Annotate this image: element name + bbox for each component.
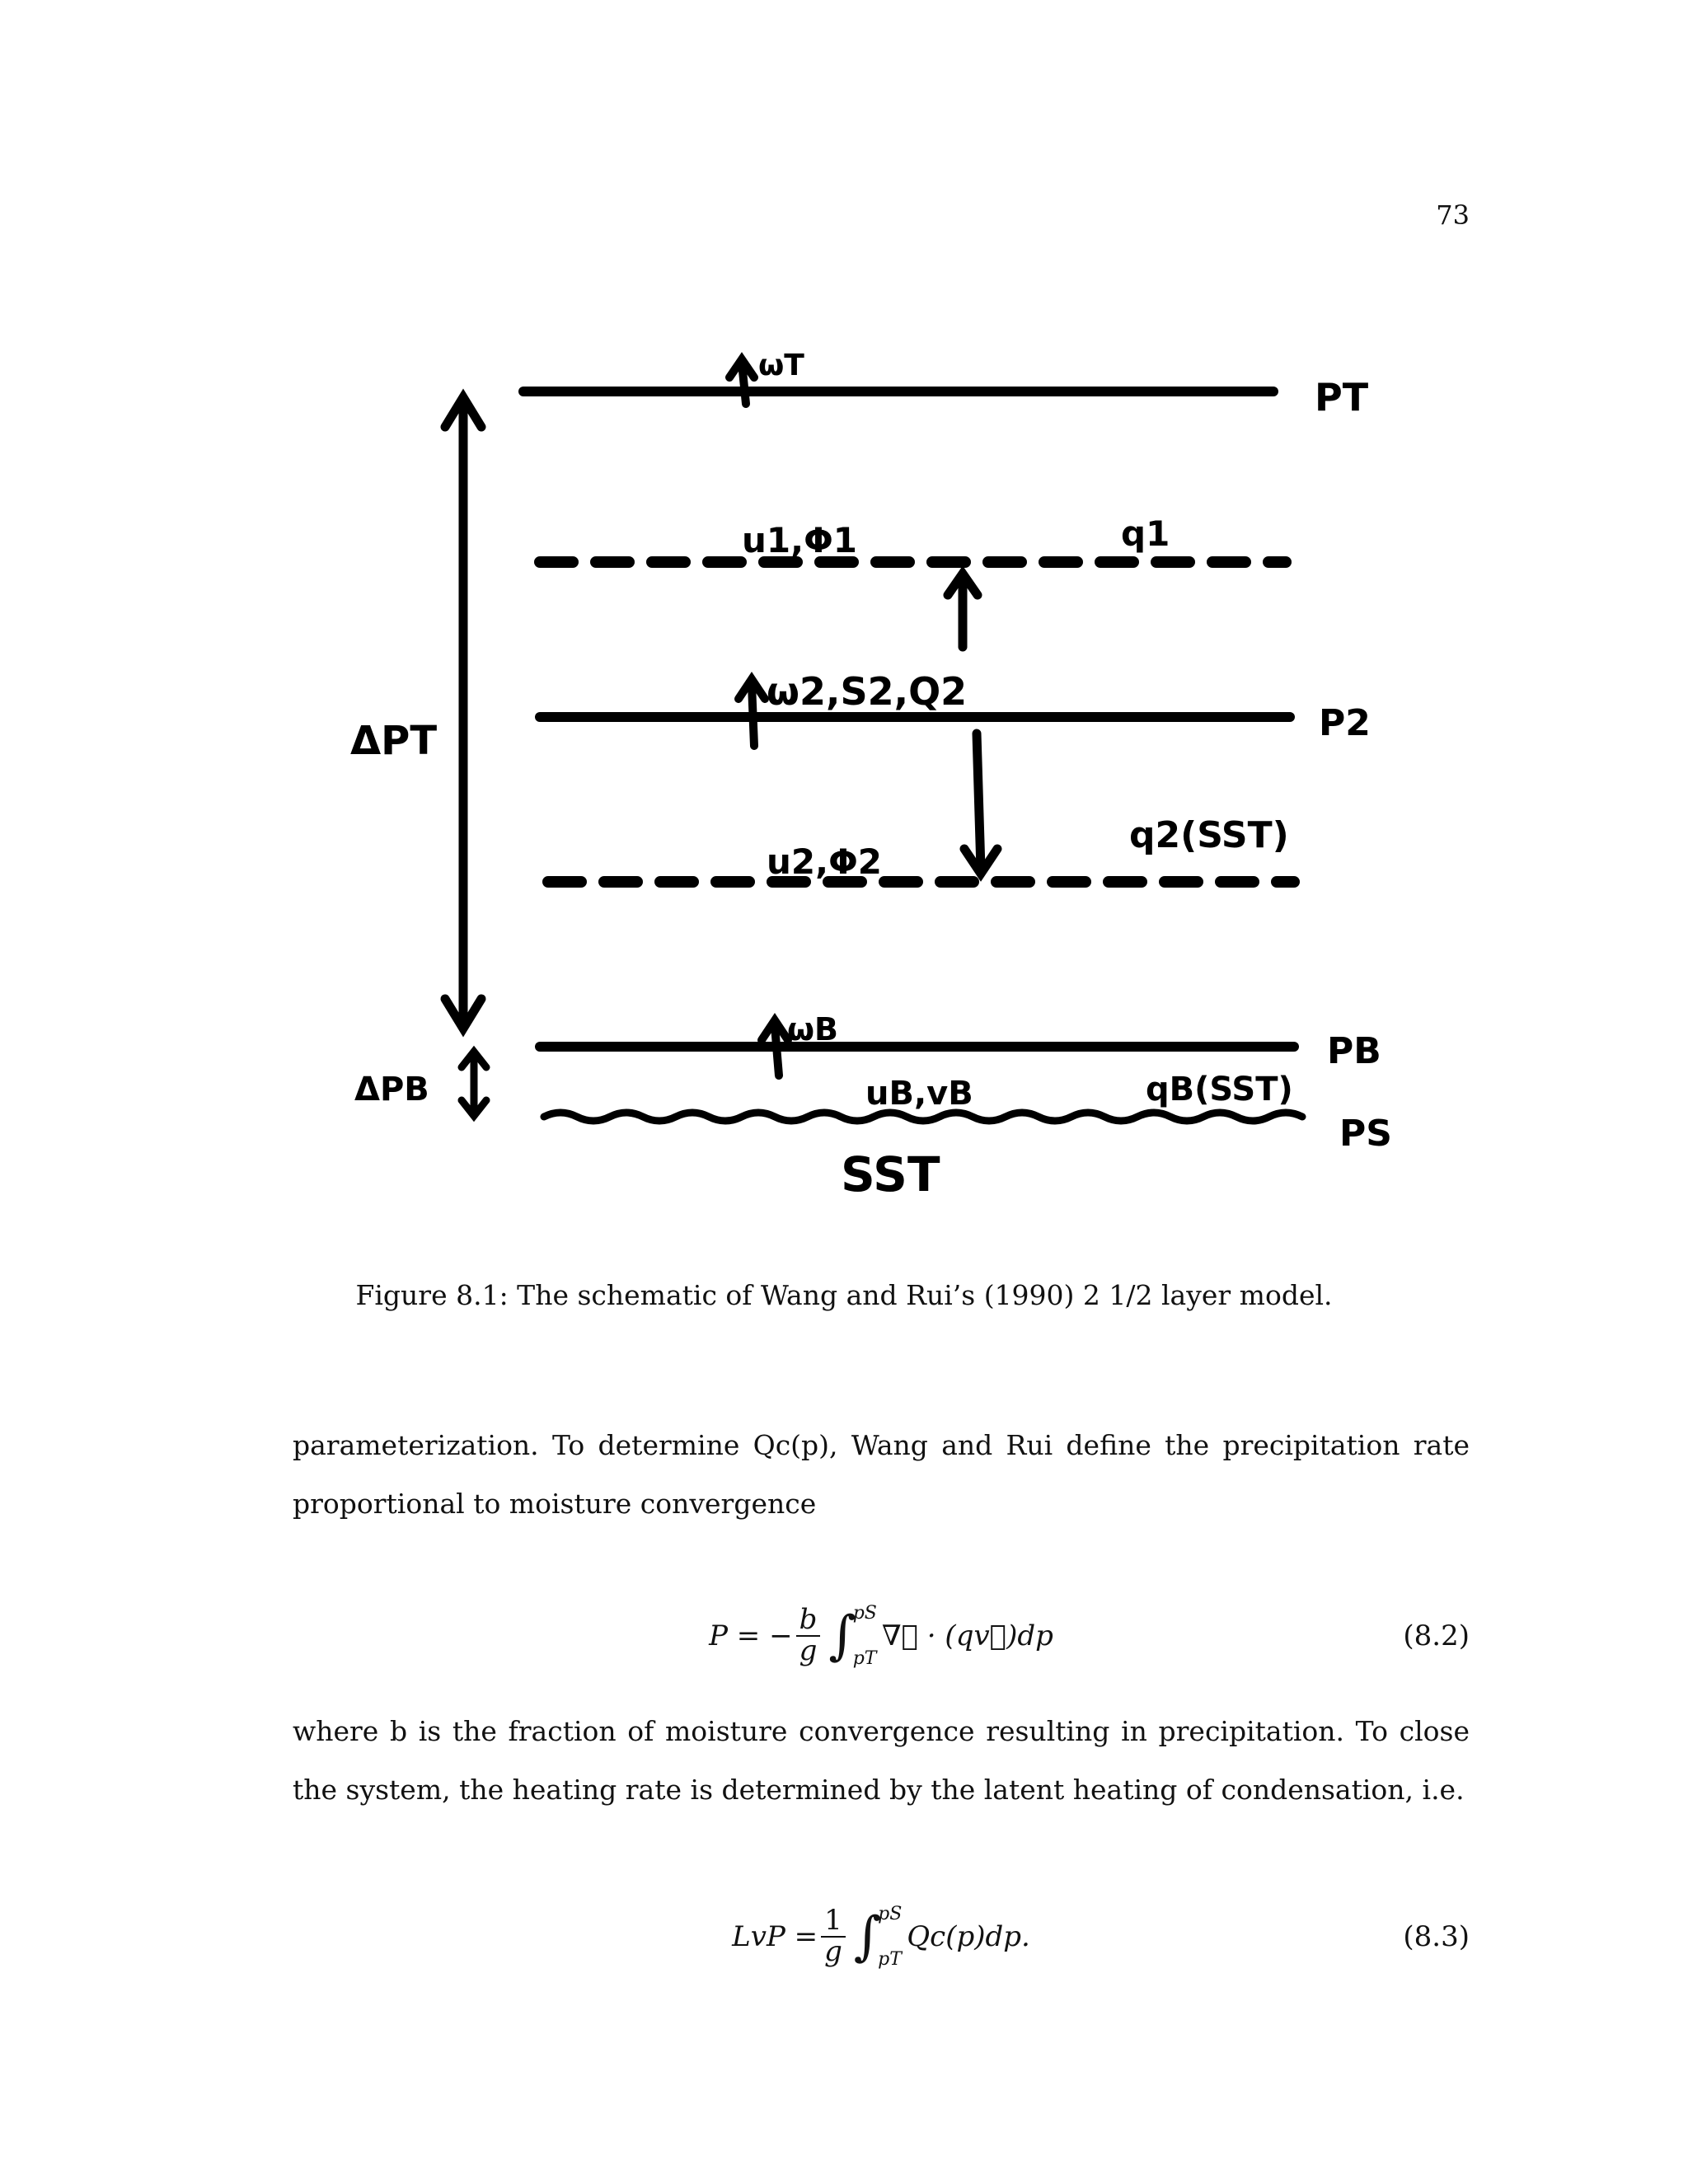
label-q2-sst: q2(SST) bbox=[1129, 814, 1289, 856]
label-sst: SST bbox=[841, 1146, 940, 1202]
label-omega-t: ωT bbox=[758, 349, 804, 382]
label-pt: PT bbox=[1315, 375, 1369, 419]
eq2-integral bbox=[854, 1904, 903, 1970]
label-omega2-s2-q2: ω2,S2,Q2 bbox=[767, 669, 968, 714]
label-delta-pt: ΔPT bbox=[350, 718, 438, 764]
omega-2-arrow bbox=[752, 684, 754, 746]
eq1-number: (8.2) bbox=[1403, 1619, 1470, 1652]
label-q1: q1 bbox=[1121, 513, 1170, 554]
eq1-integrand: ∇⃗ · (qv⃗)dp bbox=[881, 1619, 1053, 1652]
eq2-frac-den: g bbox=[824, 1935, 842, 1968]
eq1-lower-limit: pT bbox=[852, 1648, 877, 1669]
label-delta-pb: ΔPB bbox=[354, 1071, 429, 1108]
surface-wavy-line bbox=[544, 1113, 1302, 1121]
eq2-fraction bbox=[821, 1906, 846, 1966]
eq2-lhs: LvP = bbox=[732, 1920, 818, 1953]
label-ps: PS bbox=[1339, 1113, 1392, 1155]
label-u2-phi2: u2,Φ2 bbox=[767, 841, 883, 882]
eq1-integral bbox=[828, 1603, 877, 1669]
paragraph-closure: where b is the fraction of moisture convergence resulting in precipitation. To close the system, the heating rate is determined by the latent heating of condensation, i.e. bbox=[293, 1715, 1470, 1806]
label-u1-phi1: u1,Φ1 bbox=[742, 520, 858, 560]
eq2-upper-limit: pS bbox=[878, 1904, 903, 1924]
equation-8-2 bbox=[293, 1586, 1470, 1685]
equation-8-3 bbox=[293, 1887, 1470, 1986]
layer-model-figure bbox=[330, 330, 1426, 1253]
eq1-frac-den: g bbox=[799, 1634, 818, 1667]
label-omega-b: ωB bbox=[787, 1011, 838, 1047]
paragraph-precipitation: parameterization. To determine Qc(p), Wang and Rui define the precipitation rate proportional to moisture convergence bbox=[293, 1429, 1470, 1520]
eq1-frac-num: b bbox=[796, 1605, 821, 1637]
downward-exchange-arrow bbox=[977, 733, 981, 869]
figure-caption: Figure 8.1: The schematic of Wang and Rui’s (1990) 2 1/2 layer model. bbox=[355, 1279, 1333, 1311]
layer-model-schematic bbox=[330, 330, 1426, 1253]
eq1-fraction bbox=[796, 1605, 821, 1666]
eq2-number: (8.3) bbox=[1403, 1920, 1470, 1953]
page-number: 73 bbox=[1436, 199, 1470, 231]
label-p2: P2 bbox=[1319, 702, 1371, 744]
label-qb-sst: qB(SST) bbox=[1146, 1071, 1293, 1108]
integral-sign: ∫ bbox=[853, 1906, 882, 1967]
label-pb: PB bbox=[1327, 1030, 1381, 1072]
label-ub-vb: uB,vB bbox=[865, 1075, 973, 1113]
eq2-frac-num: 1 bbox=[821, 1906, 846, 1938]
eq2-integrand: Qc(p)dp. bbox=[907, 1920, 1030, 1953]
omega-b-arrow bbox=[775, 1026, 779, 1076]
integral-sign: ∫ bbox=[828, 1605, 856, 1666]
eq1-upper-limit: pS bbox=[852, 1603, 877, 1624]
eq2-lower-limit: pT bbox=[878, 1949, 902, 1970]
eq1-lhs: P = − bbox=[709, 1619, 793, 1652]
